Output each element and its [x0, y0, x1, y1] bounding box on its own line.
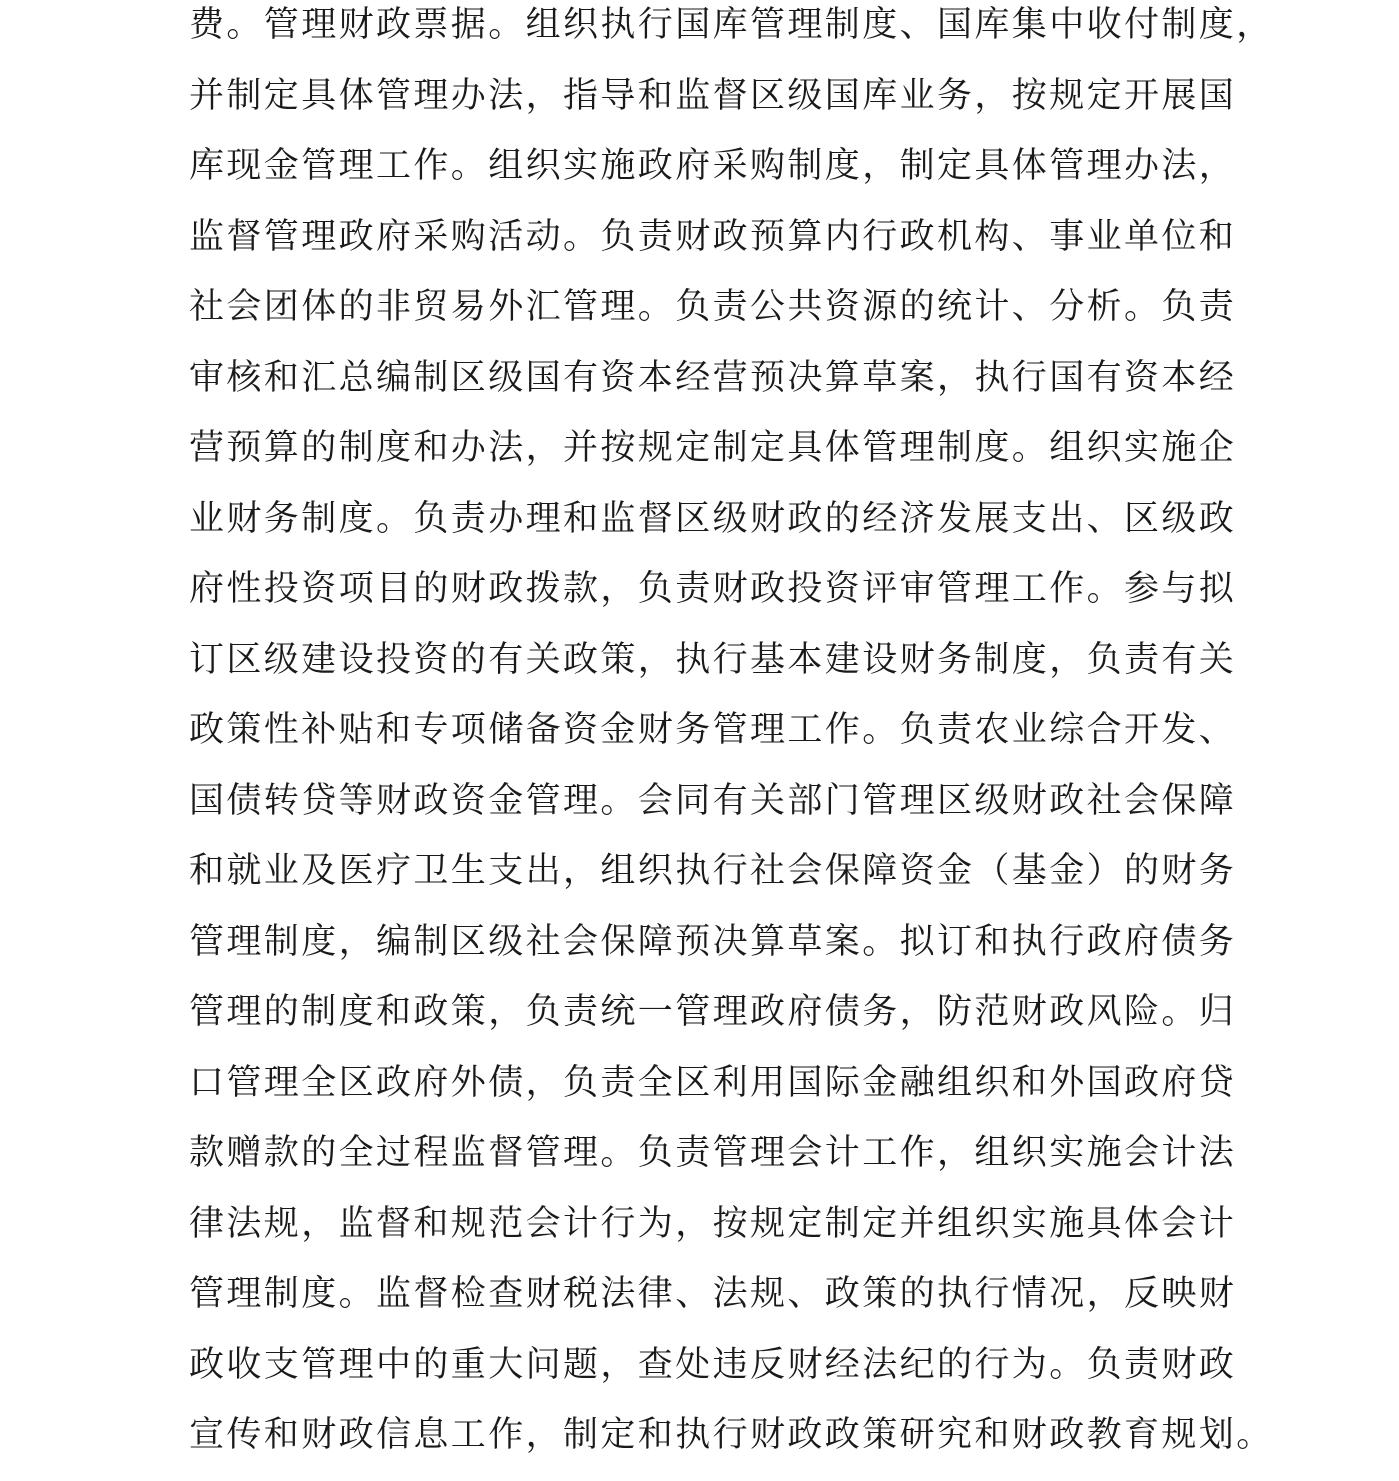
text-line: 管理的制度和政策，负责统一管理政府债务，防范财政风险。归	[189, 992, 1237, 1032]
text-line: 和就业及医疗卫生支出，组织执行社会保障资金（基金）的财务	[189, 851, 1237, 891]
text-line: 审核和汇总编制区级国有资本经营预决算草案，执行国有资本经	[189, 357, 1237, 398]
text-line: 国债转贷等财政资金管理。会同有关部门管理区级财政社会保障	[189, 780, 1237, 821]
text-line: 订区级建设投资的有关政策，执行基本建设财务制度，负责有关	[189, 639, 1237, 680]
text-line: 府性投资项目的财政拨款，负责财政投资评审管理工作。参与拟	[189, 569, 1237, 609]
text-line: 律法规，监督和规范会计行为，按规定制定并组织实施具体会计	[189, 1203, 1237, 1244]
text-line: 营预算的制度和办法，并按规定制定具体管理制度。组织实施企	[189, 428, 1237, 468]
text-line: 费。管理财政票据。组织执行国库管理制度、国库集中收付制度，	[189, 5, 1274, 45]
text-line: 管理制度。监督检查财税法律、法规、政策的执行情况，反映财	[189, 1274, 1237, 1314]
text-line: 口管理全区政府外债，负责全区利用国际金融组织和外国政府贷	[189, 1062, 1237, 1103]
body-paragraph	[189, 0, 1279, 1481]
text-line: 款赠款的全过程监督管理。负责管理会计工作，组织实施会计法	[189, 1133, 1237, 1173]
text-line: 宣传和财政信息工作，制定和执行财政政策研究和财政教育规划。	[189, 1415, 1274, 1455]
text-line: 政策性补贴和专项储备资金财务管理工作。负责农业综合开发、	[189, 710, 1237, 750]
text-line: 政收支管理中的重大问题，查处违反财经法纪的行为。负责财政	[189, 1344, 1237, 1385]
text-line: 业财务制度。负责办理和监督区级财政的经济发展支出、区级政	[189, 498, 1237, 539]
text-line: 并制定具体管理办法，指导和监督区级国库业务，按规定开展国	[189, 75, 1237, 116]
text-line: 社会团体的非贸易外汇管理。负责公共资源的统计、分析。负责	[189, 287, 1237, 327]
text-line: 管理制度，编制区级社会保障预决算草案。拟订和执行政府债务	[189, 921, 1237, 962]
text-line: 监督管理政府采购活动。负责财政预算内行政机构、事业单位和	[189, 216, 1237, 257]
text-line: 库现金管理工作。组织实施政府采购制度，制定具体管理办法，	[189, 146, 1237, 186]
